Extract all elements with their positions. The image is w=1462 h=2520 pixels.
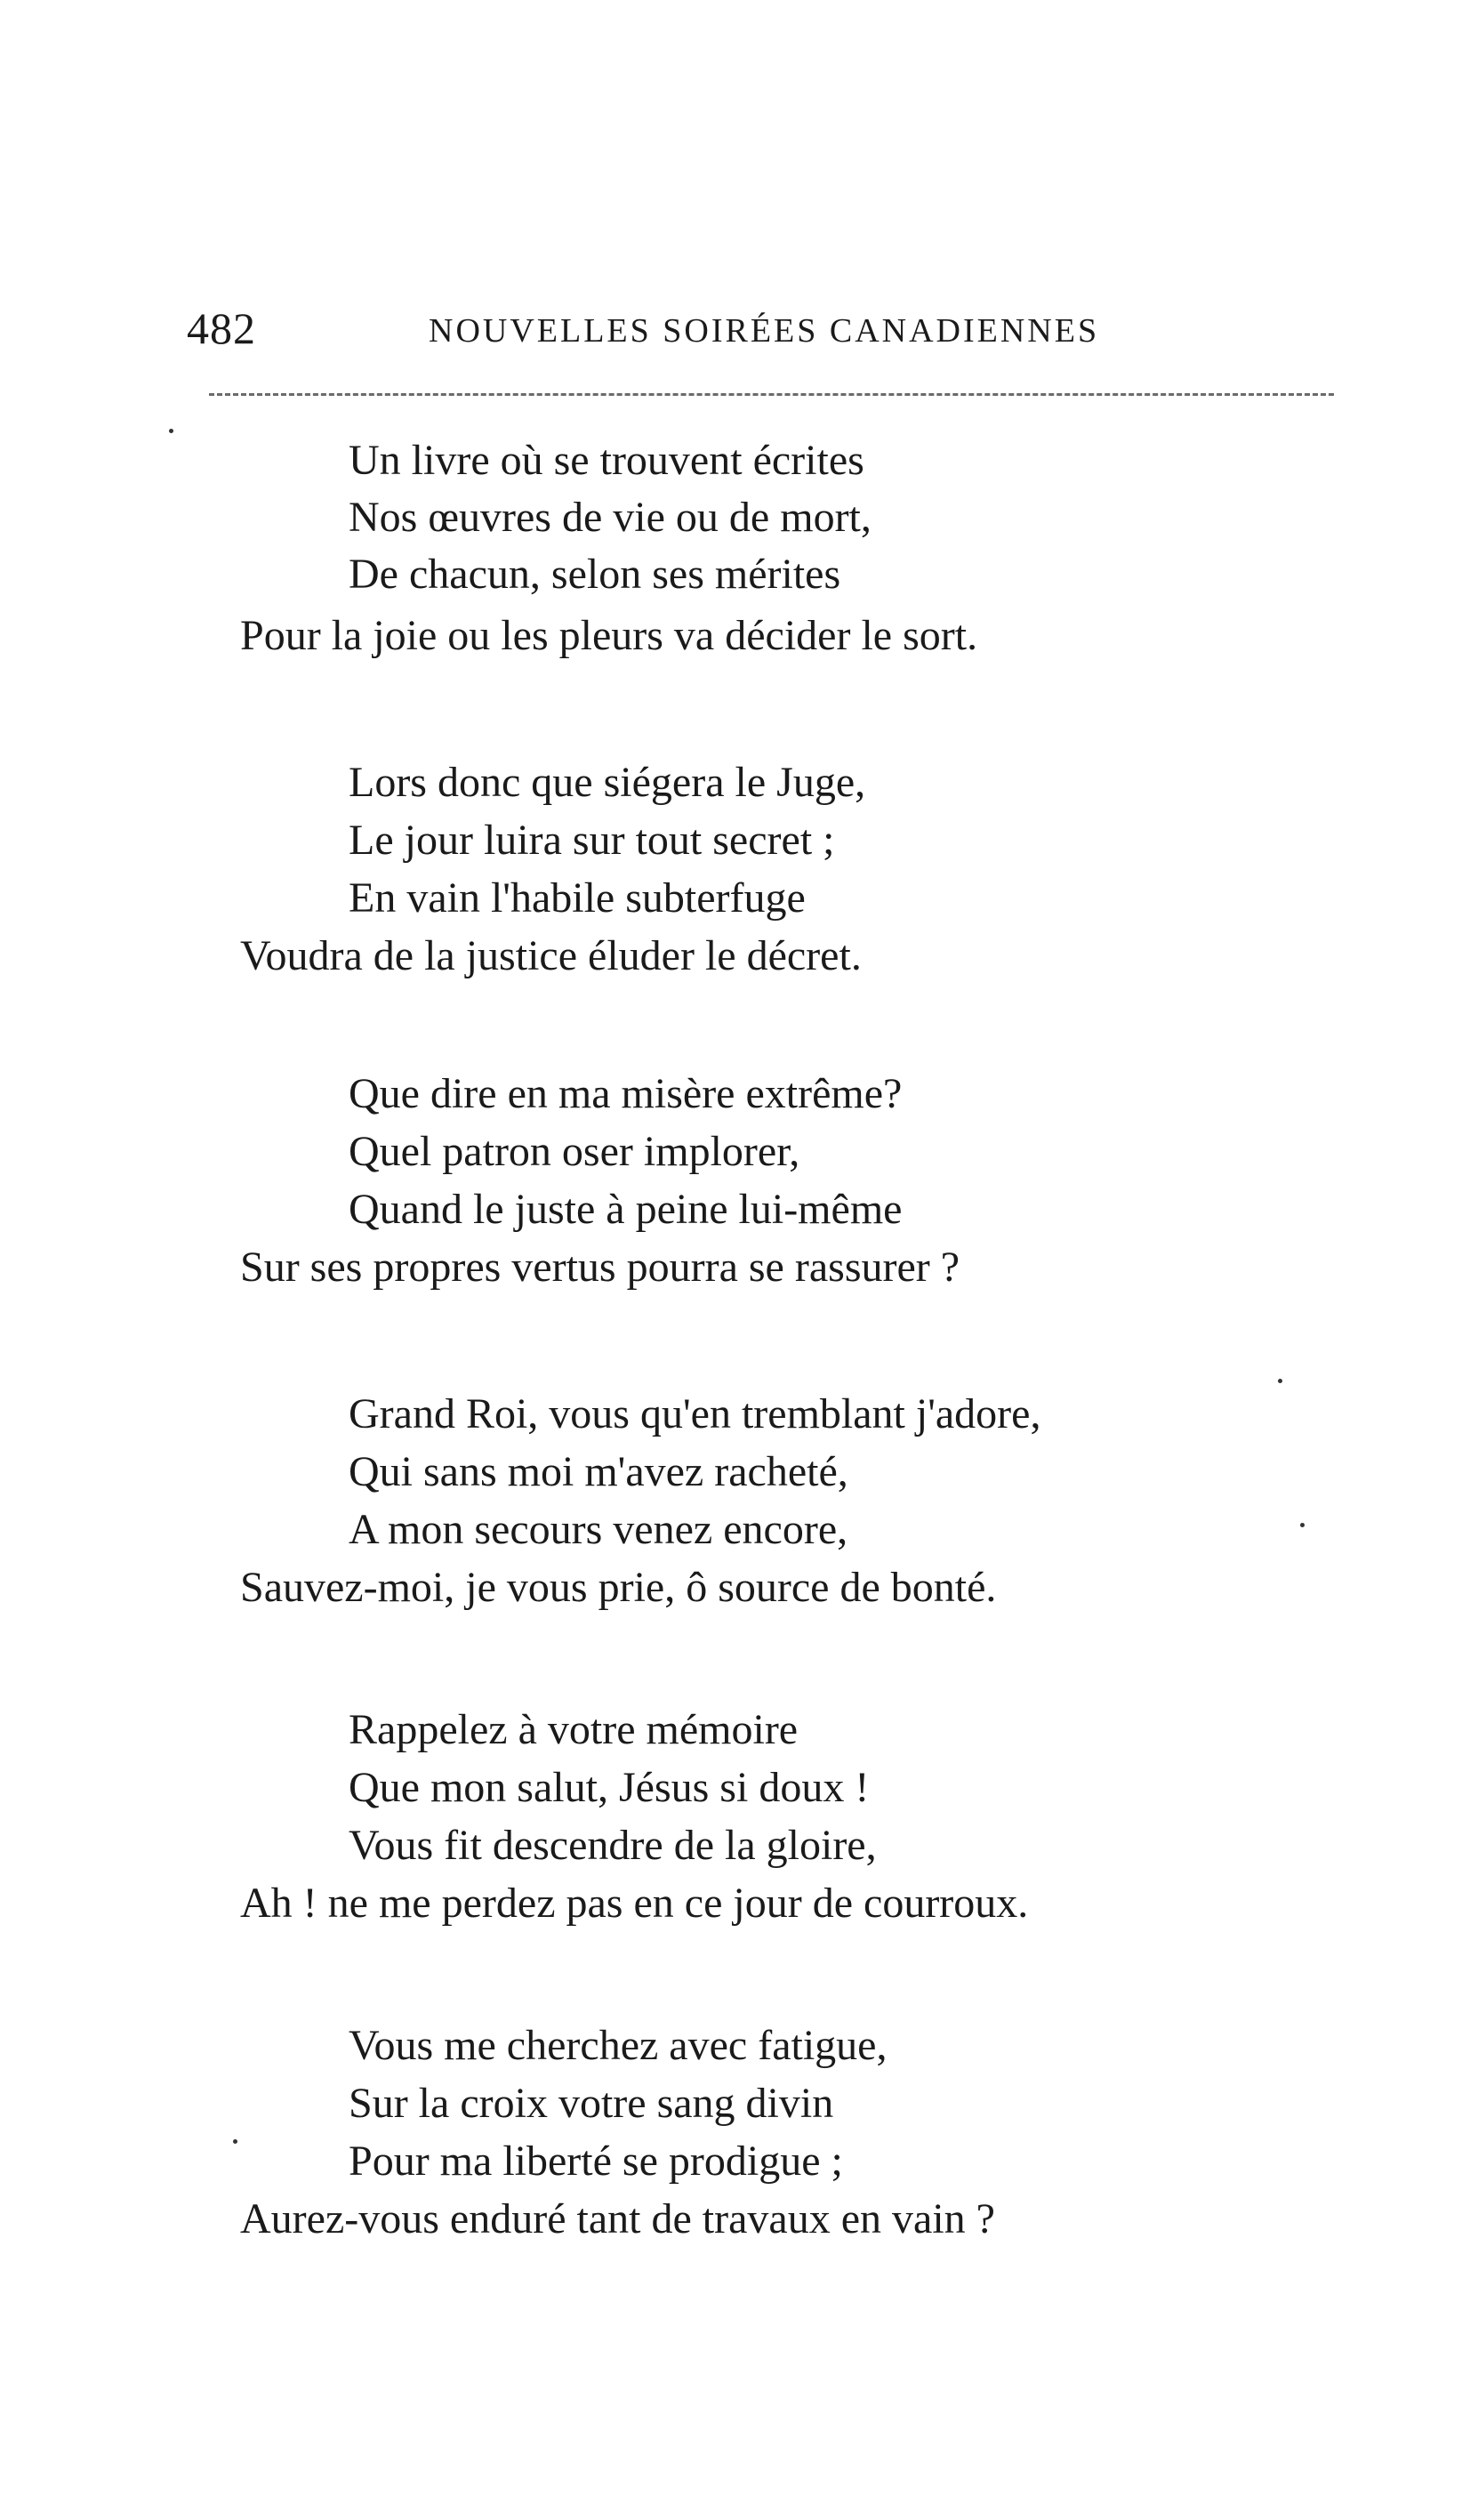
verse-line: A mon secours venez encore, [349,1506,848,1553]
verse-line: Aurez-vous enduré tant de travaux en vain ? [240,2195,995,2242]
verse-line: Nos œuvres de vie ou de mort, [349,494,872,541]
verse-line: Sur la croix votre sang divin [349,2080,834,2127]
print-speck [1278,1379,1282,1383]
verse-line: Pour la joie ou les pleurs va décider le sort. [240,612,978,659]
header-rule [209,393,1334,396]
print-speck [233,2139,237,2144]
verse-line: Quand le juste à peine lui-même [349,1186,903,1233]
verse-line: En vain l'habile subterfuge [349,874,806,922]
verse-line: Sur ses propres vertus pourra se rassurer ? [240,1244,960,1291]
page-header [187,302,1343,356]
verse-line: Quel patron oser implorer, [349,1128,800,1175]
verse-line: Le jour luira sur tout secret ; [349,817,835,864]
verse-line: Que mon salut, Jésus si doux ! [349,1764,870,1811]
verse-line: Qui sans moi m'avez racheté, [349,1448,848,1495]
verse-line: Un livre où se trouvent écrites [349,437,864,484]
verse-line: Lors donc que siégera le Juge, [349,759,866,806]
verse-line: Que dire en ma misère extrême? [349,1070,903,1117]
page-number: 482 [187,303,256,353]
running-title: NOUVELLES SOIRÉES CANADIENNES [429,312,1100,350]
verse-line: Vous fit descendre de la gloire, [349,1822,877,1869]
print-speck [1300,1523,1305,1527]
verse-line: Pour ma liberté se prodigue ; [349,2138,843,2185]
verse-line: Voudra de la justice éluder le décret. [240,932,862,979]
verse-line: Grand Roi, vous qu'en tremblant j'adore, [349,1390,1041,1437]
verse-line: De chacun, selon ses mérites [349,551,841,598]
verse-line: Sauvez-moi, je vous prie, ô source de bonté. [240,1564,997,1611]
verse-line: Rappelez à votre mémoire [349,1706,799,1753]
verse-line: Vous me cherchez avec fatigue, [349,2022,888,2069]
print-speck [169,429,173,433]
verse-line: Ah ! ne me perdez pas en ce jour de courroux. [240,1880,1029,1927]
